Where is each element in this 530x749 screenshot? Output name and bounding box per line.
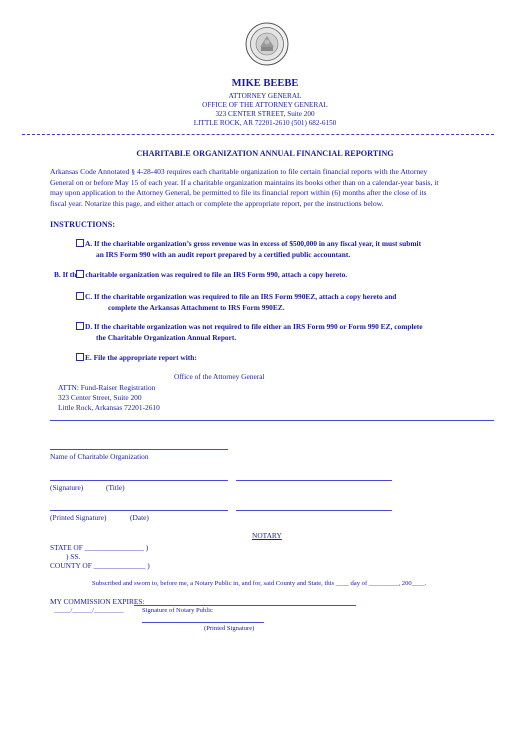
intro-paragraph (50, 167, 490, 209)
office-name: OFFICE OF THE ATTORNEY GENERAL (202, 101, 328, 109)
notary-printed-line[interactable] (142, 622, 264, 623)
mail-street: 323 Center Street, Suite 200 (58, 393, 142, 402)
date-line[interactable] (236, 510, 392, 511)
checkbox-d[interactable] (76, 322, 84, 330)
commission-date-blank[interactable]: _____/______/_________ (54, 607, 124, 614)
intro-line: may upon application to the Attorney General, be permitted to file its financial report within (6) months after the close of its (50, 188, 427, 198)
instruction-b-prefix: B. If th (54, 270, 77, 279)
mail-attn: ATTN: Fund-Raiser Registration (58, 383, 156, 392)
office-street: 323 CENTER STREET, Suite 200 (215, 110, 315, 118)
instruction-d (76, 322, 423, 333)
commission-expires-label: MY COMMISSION EXPIRES: (50, 597, 145, 606)
title-line[interactable] (236, 480, 392, 481)
instructions-heading: INSTRUCTIONS: (50, 220, 116, 229)
form-title: CHARITABLE ORGANIZATION ANNUAL FINANCIAL REPORTING (136, 149, 394, 158)
intro-line: Arkansas Code Annotated § 4-28-403 requires each charitable organization to file certain financial reports with the Attorney (50, 167, 428, 176)
header-divider (22, 134, 494, 135)
checkbox-a[interactable] (76, 239, 84, 247)
signature-label: (Signature) (50, 483, 84, 492)
intro-line: fiscal year. Notarize this page, and either attach or complete the appropriate report, per the instructions below. (50, 198, 384, 208)
attorney-general-title: ATTORNEY GENERAL (228, 92, 302, 100)
date-label: (Date) (130, 513, 149, 522)
notary-signature-label: Signature of Notary Public (142, 607, 213, 614)
notary-printed-label: (Printed Signature) (204, 625, 255, 632)
notary-sworn-statement: Subscribed and sworn to, before me, a Notary Public in, and for, said County and State, this ____ day of _________, 200____. (92, 580, 427, 587)
instruction-d-cont: the Charitable Organization Annual Report. (96, 333, 237, 342)
notary-state[interactable]: STATE OF ________________ ) (50, 543, 149, 552)
instruction-a-text: A. If the charitable organization’s gross revenue was in excess of $500,000 in any fiscal year, it must submit (85, 239, 422, 248)
checkbox-c[interactable] (76, 292, 84, 300)
instruction-c-text: C. If the charitable organization was required to file an IRS Form 990EZ, attach a copy hereto and (85, 292, 397, 301)
instruction-b-text: charitable organization was required to file an IRS Form 990, attach a copy hereto. (85, 270, 348, 279)
notary-heading: NOTARY (252, 531, 282, 540)
instruction-c-cont: complete the Arkansas Attachment to IRS Form 990EZ. (108, 303, 285, 312)
instruction-a (76, 239, 421, 250)
state-seal-icon (245, 22, 289, 66)
instruction-a-cont: an IRS Form 990 with an audit report prepared by a certified public accountant. (96, 250, 351, 259)
signature-line[interactable] (50, 480, 228, 481)
printed-signature-line[interactable] (50, 510, 228, 511)
commission-line[interactable] (134, 605, 356, 606)
title-label: (Title) (106, 483, 125, 492)
mail-city: Little Rock, Arkansas 72201-2610 (58, 403, 160, 412)
office-city-phone: LITTLE ROCK, AR 72201-2610 (501) 682-6150 (193, 119, 337, 127)
instruction-b (54, 270, 347, 281)
printed-signature-label: (Printed Signature) (50, 513, 107, 522)
notary-county[interactable]: COUNTY OF ______________ ) (50, 561, 150, 570)
instruction-e-text: E. File the appropriate report with: (85, 353, 197, 362)
instruction-d-text: D. If the charitable organization was not required to file either an IRS Form 990 or Form 990 EZ, complete (85, 322, 423, 331)
checkbox-b[interactable] (76, 270, 84, 278)
notary-ss: ) SS. (66, 552, 81, 561)
intro-line: General on or before May 15 of each year. If a charitable organization maintains its books other than on a calendar-year basis, it (50, 177, 439, 187)
section-divider (50, 420, 494, 421)
mail-office: Office of the Attorney General (174, 372, 265, 381)
org-name-line[interactable] (50, 449, 228, 450)
checkbox-e[interactable] (76, 353, 84, 361)
instruction-c (76, 292, 396, 303)
instruction-e (76, 353, 197, 364)
org-name-label: Name of Charitable Organization (50, 452, 149, 461)
attorney-general-name: MIKE BEEBE (231, 78, 299, 89)
